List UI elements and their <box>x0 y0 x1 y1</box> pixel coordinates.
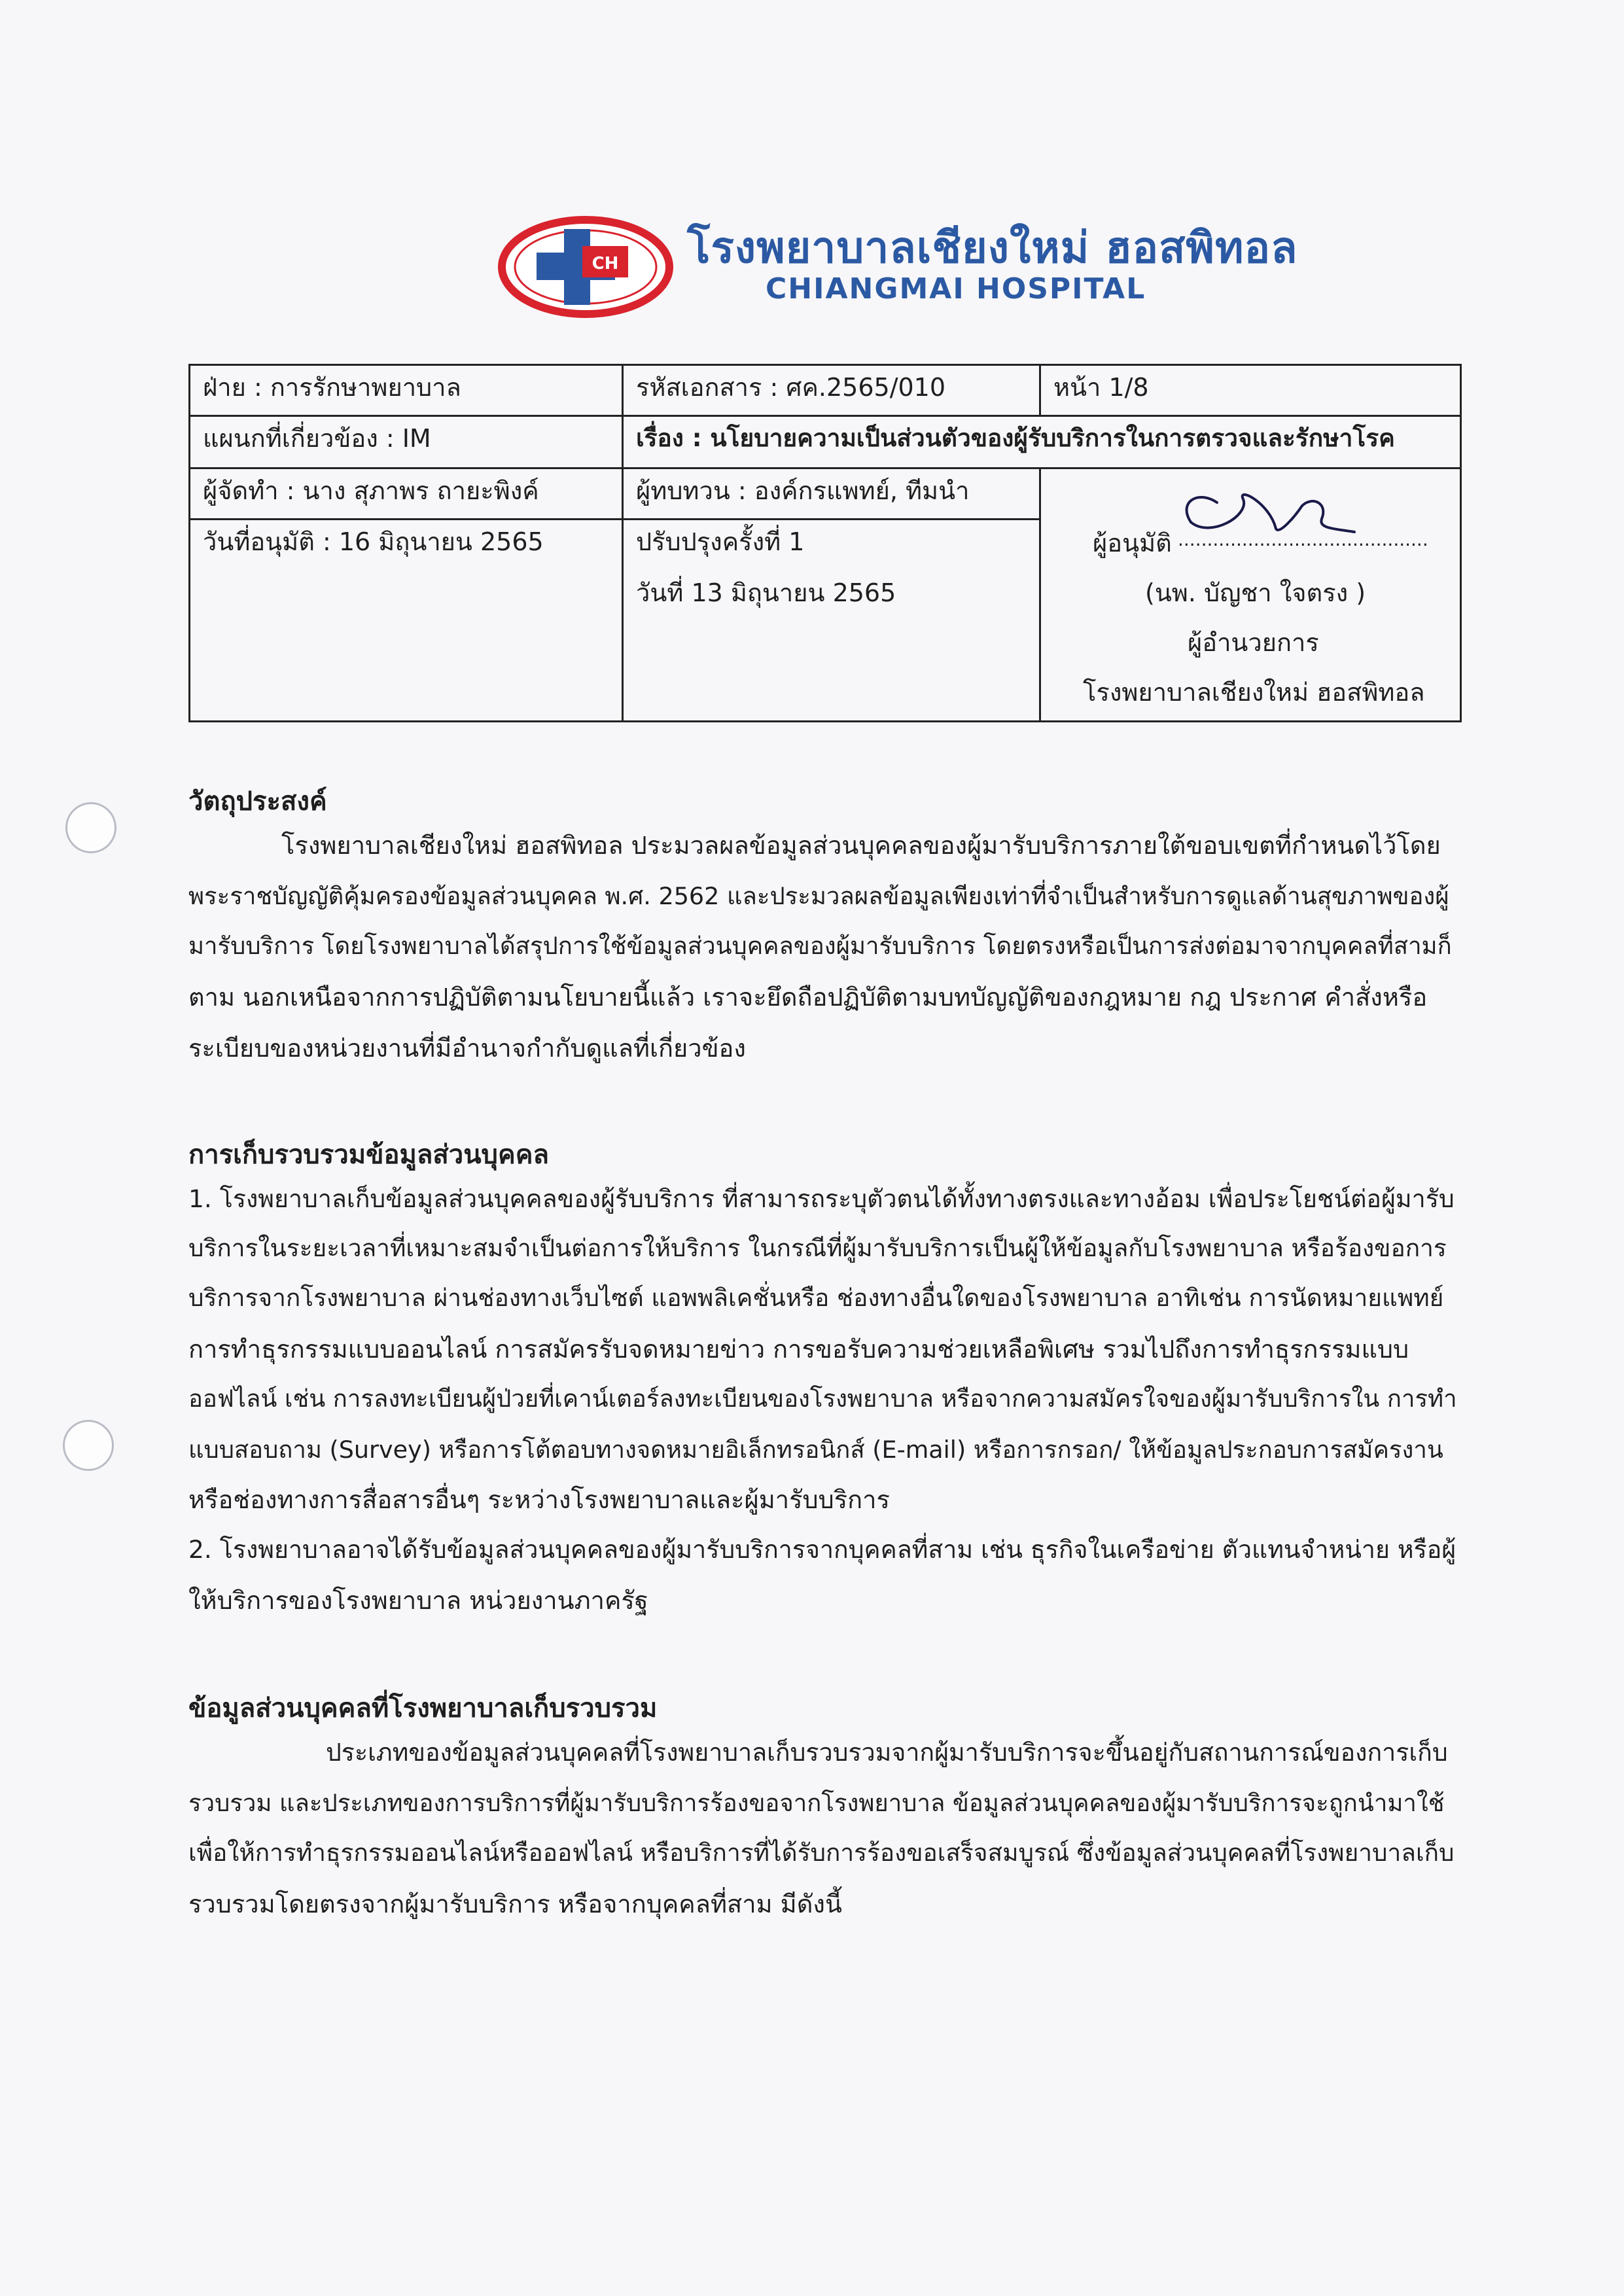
table-divider <box>188 415 1462 417</box>
paragraph-line: เพื่อให้การทำธุรกรรมออนไลน์หรือออฟไลน์ หรือบริการที่ได้รับการร้องขอเสร็จสมบูรณ์ ซึ่งข้อมูลส่วนบุคคลที่โรงพยาบาลเก็บ <box>188 1839 1455 1867</box>
related-unit-cell: แผนกที่เกี่ยวข้อง : IM <box>203 424 431 453</box>
table-divider <box>622 518 1040 520</box>
table-divider <box>1039 467 1041 722</box>
paragraph-line: ประเภทของข้อมูลส่วนบุคคลที่โรงพยาบาลเก็บรวบรวมจากผู้มารับบริการจะขึ้นอยู่กับสถานการณ์ของการเก็บ <box>326 1738 1448 1767</box>
paragraph-line: 1. โรงพยาบาลเก็บข้อมูลส่วนบุคคลของผู้รับบริการ ที่สามารถระบุตัวตนได้ทั้งทางตรงและทางอ้อม เพื่อประโยชน์ต่อผู้มารับ <box>188 1184 1455 1213</box>
collection-heading: การเก็บรวบรวมข้อมูลส่วนบุคคล <box>188 1140 549 1170</box>
paragraph-line: บริการในระยะเวลาที่เหมาะสมจำเป็นต่อการให้บริการ ในกรณีที่ผู้มารับบริการเป็นผู้ให้ข้อมูลกับโรงพยาบาล หรือร้องขอการ <box>188 1234 1447 1262</box>
page-number-cell: หน้า 1/8 <box>1053 373 1149 402</box>
revision-cell: ปรับปรุงครั้งที่ 1 <box>636 527 805 556</box>
paragraph-line: มารับบริการ โดยโรงพยาบาลได้สรุปการใช้ข้อมูลส่วนบุคคลของผู้มารับบริการ โดยตรงหรือเป็นการส่งต่อมาจากบุคคลที่สามก็ <box>188 932 1452 960</box>
hospital-logo-icon <box>497 215 674 319</box>
paragraph-line: รวบรวมโดยตรงจากผู้มารับบริการ หรือจากบุคคลที่สาม มีดังนี้ <box>188 1890 842 1918</box>
department-cell: ฝ่าย : การรักษาพยาบาล <box>203 373 461 402</box>
approved-date-cell: วันที่อนุมัติ : 16 มิถุนายน 2565 <box>203 527 544 556</box>
approver-label: ผู้อนุมัติ <box>1093 529 1172 557</box>
doc-code-cell: รหัสเอกสาร : ศค.2565/010 <box>636 373 946 402</box>
table-divider <box>622 364 624 722</box>
punch-hole-bottom <box>63 1420 114 1471</box>
paragraph-line: ตาม นอกเหนือจากการปฏิบัติตามนโยบายนี้แล้ว เราจะยึดถือปฏิบัติตามบทบัญญัติของกฎหมาย กฎ ประกาศ คำสั่งหรือ <box>188 983 1428 1012</box>
paragraph-line: โรงพยาบาลเชียงใหม่ ฮอสพิทอล ประมวลผลข้อมูลส่วนบุคคลของผู้มารับบริการภายใต้ขอบเขตที่กำหนดไว้โดย <box>281 831 1441 860</box>
hospital-header <box>497 209 1298 327</box>
paragraph-line: แบบสอบถาม (Survey) หรือการโต้ตอบทางจดหมายอิเล็กทรอนิกส์ (E-mail) หรือการกรอก/ ให้ข้อมูลประกอบการสมัครงาน <box>188 1436 1443 1464</box>
revision-date-cell: วันที่ 13 มิถุนายน 2565 <box>636 578 896 607</box>
collected-data-heading: ข้อมูลส่วนบุคคลที่โรงพยาบาลเก็บรวบรวม <box>188 1693 658 1723</box>
paragraph-line: ออฟไลน์ เช่น การลงทะเบียนผู้ป่วยที่เคาน์เตอร์ลงทะเบียนของโรงพยาบาล หรือจากความสมัครใจของผู้มารับบริการใน การทำ <box>188 1385 1457 1413</box>
paragraph-line: ให้บริการของโรงพยาบาล หน่วยงานภาครัฐ <box>188 1586 648 1615</box>
paragraph-line: รวบรวม และประเภทของการบริการที่ผู้มารับบริการร้องขอจากโรงพยาบาล ข้อมูลส่วนบุคคลของผู้มารับบริการจะถูกนำมาใช้ <box>188 1789 1445 1817</box>
table-divider <box>1039 364 1041 415</box>
paragraph-line: ระเบียบของหน่วยงานที่มีอำนาจกำกับดูแลที่เกี่ยวข้อง <box>188 1034 746 1063</box>
paragraph-line: 2. โรงพยาบาลอาจได้รับข้อมูลส่วนบุคคลของผู้มารับบริการจากบุคคลที่สาม เช่น ธุรกิจในเครือข่าย ตัวแทนจำหน่าย หรือผู้ <box>188 1535 1456 1564</box>
logo-text: CH <box>591 254 619 274</box>
approver-title: ผู้อำนวยการ <box>1188 628 1319 657</box>
table-divider <box>188 518 624 520</box>
hospital-name-en: CHIANGMAI HOSPITAL <box>766 272 1146 306</box>
paragraph-line: หรือช่องทางการสื่อสารอื่นๆ ระหว่างโรงพยาบาลและผู้มารับบริการ <box>188 1485 890 1514</box>
paragraph-line: พระราชบัญญัติคุ้มครองข้อมูลส่วนบุคคล พ.ศ. 2562 และประมวลผลข้อมูลเพียงเท่าที่จำเป็นสำหรับการดูแลด้านสุขภาพของผู้ <box>188 882 1449 910</box>
table-divider <box>188 467 1462 469</box>
approver-org: โรงพยาบาลเชียงใหม่ ฮอสพิทอล <box>1083 678 1425 707</box>
approver-dots: ........................................... <box>1178 529 1428 550</box>
reviewed-by-cell: ผู้ทบทวน : องค์กรแพทย์, ทีมนำ <box>636 476 970 505</box>
hospital-name-th: โรงพยาบาลเชียงใหม่ ฮอสพิทอล <box>687 222 1298 273</box>
paragraph-line: บริการจากโรงพยาบาล ผ่านช่องทางเว็บไซต์ แอพพลิเคชั่นหรือ ช่องทางอื่นใดของโรงพยาบาล อาทิเช่น การนัดหมายแพทย์ <box>188 1284 1444 1312</box>
paragraph-line: การทำธุรกรรมแบบออนไลน์ การสมัครรับจดหมายข่าว การขอรับความช่วยเหลือพิเศษ รวมไปถึงการทำธุรกรรมแบบ <box>188 1335 1409 1364</box>
prepared-by-cell: ผู้จัดทำ : นาง สุภาพร ถายะพิงค์ <box>203 476 539 505</box>
subject-cell: เรื่อง : นโยบายความเป็นส่วนตัวของผู้รับบริการในการตรวจและรักษาโรค <box>636 424 1395 452</box>
punch-hole-top <box>65 802 116 853</box>
objective-heading: วัตถุประสงค์ <box>188 786 327 817</box>
signature-icon <box>1171 483 1368 542</box>
approver-name: (นพ. บัญชา ใจตรง ) <box>1145 578 1366 607</box>
